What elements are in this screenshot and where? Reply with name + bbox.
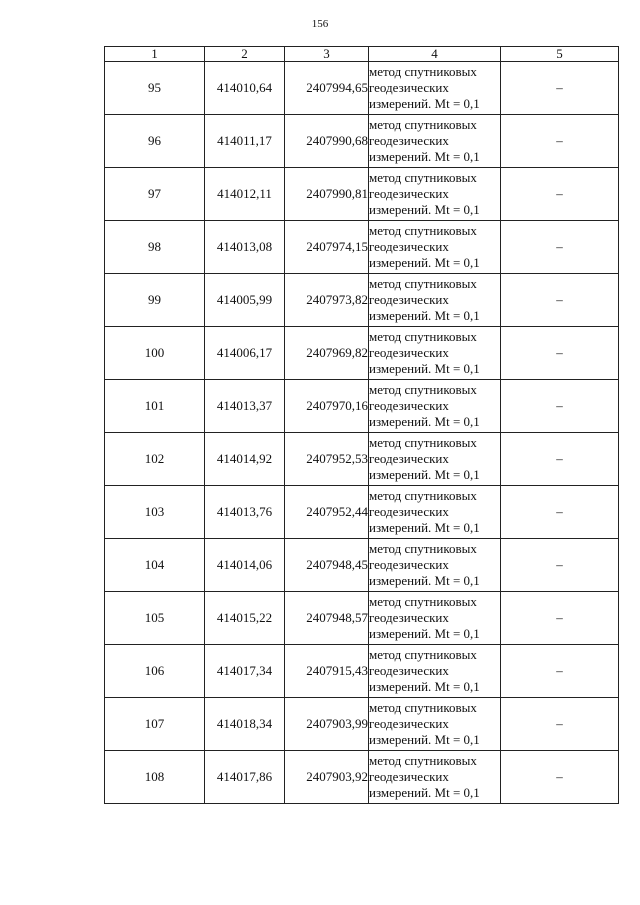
point-number-cell: 97	[105, 168, 205, 221]
x-coordinate-cell: 414005,99	[205, 274, 285, 327]
method-cell: метод спутниковых геодезических измерений. Mt = 0,1	[369, 433, 501, 486]
y-coordinate-cell: 2407973,82	[285, 274, 369, 327]
y-coordinate-cell: 2407994,65	[285, 62, 369, 115]
column-header: 4	[369, 47, 501, 62]
y-coordinate-cell: 2407903,99	[285, 698, 369, 751]
table-row	[105, 168, 619, 221]
table-header-row	[105, 47, 619, 62]
method-cell: метод спутниковых геодезических измерений. Mt = 0,1	[369, 327, 501, 380]
note-cell: –	[501, 539, 619, 592]
x-coordinate-cell: 414013,37	[205, 380, 285, 433]
y-coordinate-cell: 2407948,57	[285, 592, 369, 645]
page-number: 156	[311, 18, 329, 30]
table-row	[105, 592, 619, 645]
coordinates-table	[104, 46, 619, 804]
table-row	[105, 433, 619, 486]
table-row	[105, 221, 619, 274]
note-cell: –	[501, 115, 619, 168]
x-coordinate-cell: 414006,17	[205, 327, 285, 380]
method-cell: метод спутниковых геодезических измерений. Mt = 0,1	[369, 221, 501, 274]
y-coordinate-cell: 2407903,92	[285, 751, 369, 804]
method-cell: метод спутниковых геодезических измерений. Mt = 0,1	[369, 486, 501, 539]
method-cell: метод спутниковых геодезических измерений. Mt = 0,1	[369, 539, 501, 592]
y-coordinate-cell: 2407915,43	[285, 645, 369, 698]
table-row	[105, 751, 619, 804]
note-cell: –	[501, 62, 619, 115]
x-coordinate-cell: 414017,34	[205, 645, 285, 698]
column-header: 2	[205, 47, 285, 62]
point-number-cell: 98	[105, 221, 205, 274]
table-row	[105, 486, 619, 539]
note-cell: –	[501, 486, 619, 539]
table-row	[105, 115, 619, 168]
x-coordinate-cell: 414018,34	[205, 698, 285, 751]
point-number-cell: 104	[105, 539, 205, 592]
note-cell: –	[501, 168, 619, 221]
y-coordinate-cell: 2407952,44	[285, 486, 369, 539]
y-coordinate-cell: 2407952,53	[285, 433, 369, 486]
table-row	[105, 645, 619, 698]
column-header: 5	[501, 47, 619, 62]
point-number-cell: 95	[105, 62, 205, 115]
method-cell: метод спутниковых геодезических измерений. Mt = 0,1	[369, 115, 501, 168]
y-coordinate-cell: 2407969,82	[285, 327, 369, 380]
method-cell: метод спутниковых геодезических измерений. Mt = 0,1	[369, 274, 501, 327]
point-number-cell: 99	[105, 274, 205, 327]
note-cell: –	[501, 751, 619, 804]
y-coordinate-cell: 2407948,45	[285, 539, 369, 592]
column-header: 1	[105, 47, 205, 62]
table-row	[105, 380, 619, 433]
method-cell: метод спутниковых геодезических измерений. Mt = 0,1	[369, 62, 501, 115]
x-coordinate-cell: 414014,06	[205, 539, 285, 592]
point-number-cell: 105	[105, 592, 205, 645]
y-coordinate-cell: 2407970,16	[285, 380, 369, 433]
table-row	[105, 274, 619, 327]
method-cell: метод спутниковых геодезических измерений. Mt = 0,1	[369, 380, 501, 433]
table-row	[105, 327, 619, 380]
table-row	[105, 539, 619, 592]
x-coordinate-cell: 414015,22	[205, 592, 285, 645]
note-cell: –	[501, 698, 619, 751]
method-cell: метод спутниковых геодезических измерений. Mt = 0,1	[369, 645, 501, 698]
point-number-cell: 108	[105, 751, 205, 804]
method-cell: метод спутниковых геодезических измерений. Mt = 0,1	[369, 168, 501, 221]
x-coordinate-cell: 414012,11	[205, 168, 285, 221]
y-coordinate-cell: 2407990,68	[285, 115, 369, 168]
point-number-cell: 102	[105, 433, 205, 486]
table-row	[105, 62, 619, 115]
note-cell: –	[501, 274, 619, 327]
point-number-cell: 106	[105, 645, 205, 698]
method-cell: метод спутниковых геодезических измерений. Mt = 0,1	[369, 751, 501, 804]
note-cell: –	[501, 380, 619, 433]
y-coordinate-cell: 2407974,15	[285, 221, 369, 274]
table-row	[105, 698, 619, 751]
table-body	[105, 47, 619, 804]
note-cell: –	[501, 645, 619, 698]
point-number-cell: 107	[105, 698, 205, 751]
x-coordinate-cell: 414014,92	[205, 433, 285, 486]
note-cell: –	[501, 221, 619, 274]
method-cell: метод спутниковых геодезических измерений. Mt = 0,1	[369, 698, 501, 751]
column-header: 3	[285, 47, 369, 62]
x-coordinate-cell: 414013,76	[205, 486, 285, 539]
x-coordinate-cell: 414017,86	[205, 751, 285, 804]
x-coordinate-cell: 414010,64	[205, 62, 285, 115]
note-cell: –	[501, 433, 619, 486]
note-cell: –	[501, 592, 619, 645]
x-coordinate-cell: 414011,17	[205, 115, 285, 168]
x-coordinate-cell: 414013,08	[205, 221, 285, 274]
point-number-cell: 103	[105, 486, 205, 539]
point-number-cell: 96	[105, 115, 205, 168]
note-cell: –	[501, 327, 619, 380]
point-number-cell: 101	[105, 380, 205, 433]
y-coordinate-cell: 2407990,81	[285, 168, 369, 221]
point-number-cell: 100	[105, 327, 205, 380]
method-cell: метод спутниковых геодезических измерений. Mt = 0,1	[369, 592, 501, 645]
